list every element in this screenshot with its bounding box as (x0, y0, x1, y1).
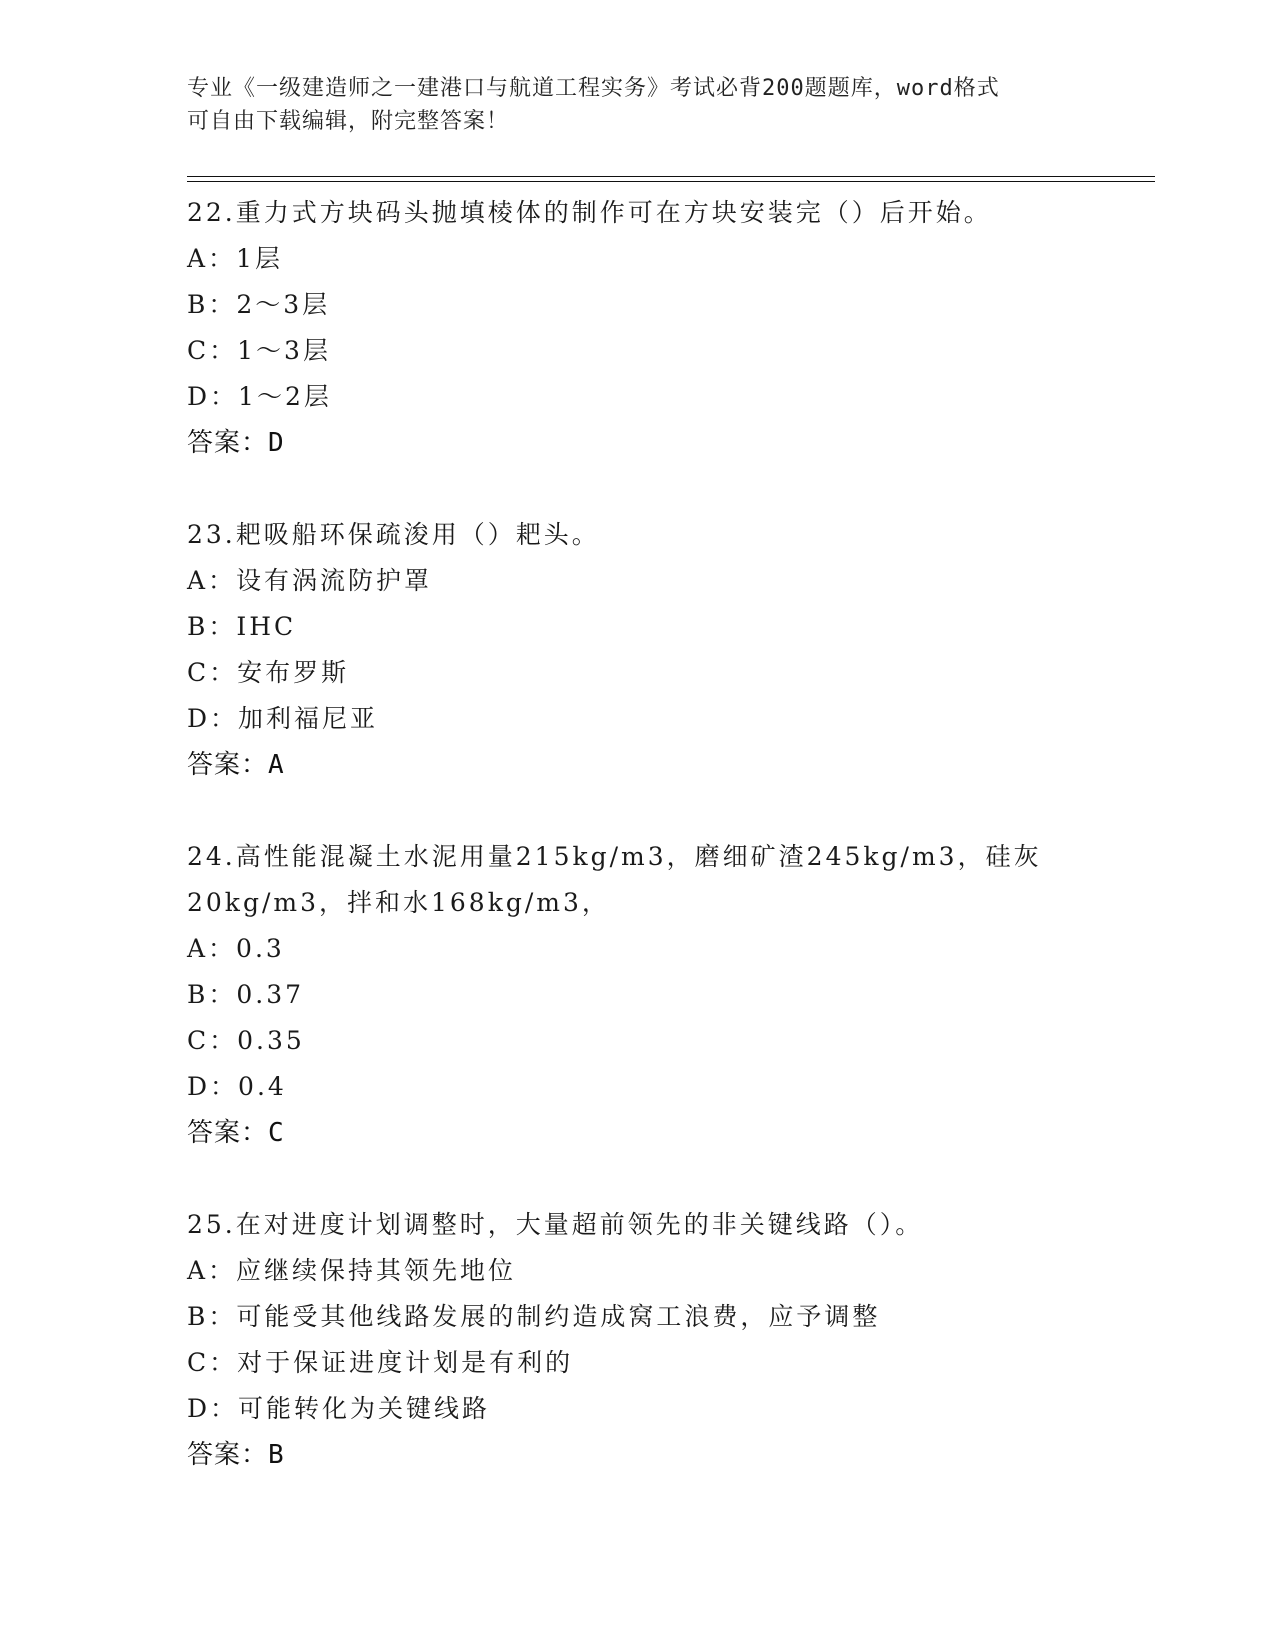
question-25 (187, 1202, 1147, 1478)
header-line-2: 可自由下载编辑，附完整答案！ (187, 109, 510, 134)
answer-line: 答案：D (187, 428, 285, 458)
option-a: A：0.3 (187, 934, 285, 963)
option-c: C：安布罗斯 (187, 658, 350, 687)
header-rule-top (187, 176, 1155, 177)
question-stem: 24.高性能混凝土水泥用量215kg/m3，磨细矿渣245kg/m3，硅灰 (187, 842, 1042, 871)
question-stem: 23.耙吸船环保疏浚用（）耙头。 (187, 520, 600, 549)
option-c: C：1～3层 (187, 336, 331, 365)
option-d: D：0.4 (187, 1072, 287, 1101)
question-22 (187, 190, 1147, 466)
option-a: A：设有涡流防护罩 (187, 566, 433, 595)
header-line-1: 专业《一级建造师之一建港口与航道工程实务》考试必背200题题库，word格式 (187, 76, 1000, 101)
spacer (187, 788, 1147, 834)
question-24 (187, 834, 1147, 1156)
question-list (187, 190, 1147, 1478)
header-rule-bottom (187, 181, 1155, 182)
option-d: D：1～2层 (187, 382, 332, 411)
answer-line: 答案：A (187, 750, 285, 780)
document-header (187, 72, 1087, 138)
option-b: B：2～3层 (187, 290, 331, 319)
option-b: B：IHC (187, 612, 297, 641)
option-b: B：0.37 (187, 980, 305, 1009)
option-c: C：对于保证进度计划是有利的 (187, 1348, 574, 1377)
spacer (187, 466, 1147, 512)
option-a: A：应继续保持其领先地位 (187, 1256, 517, 1285)
spacer (187, 1156, 1147, 1202)
question-stem: 25.在对进度计划调整时，大量超前领先的非关键线路（）。 (187, 1210, 924, 1239)
option-a: A：1层 (187, 244, 283, 273)
option-d: D：加利福尼亚 (187, 704, 379, 733)
question-stem: 22.重力式方块码头抛填棱体的制作可在方块安装完（）后开始。 (187, 198, 992, 227)
question-stem-continued: 20kg/m3，拌和水168kg/m3， (187, 888, 610, 917)
question-23 (187, 512, 1147, 788)
answer-line: 答案：B (187, 1440, 285, 1470)
option-b: B：可能受其他线路发展的制约造成窝工浪费，应予调整 (187, 1302, 881, 1331)
answer-line: 答案：C (187, 1118, 285, 1148)
option-d: D：可能转化为关键线路 (187, 1394, 491, 1423)
option-c: C：0.35 (187, 1026, 305, 1055)
